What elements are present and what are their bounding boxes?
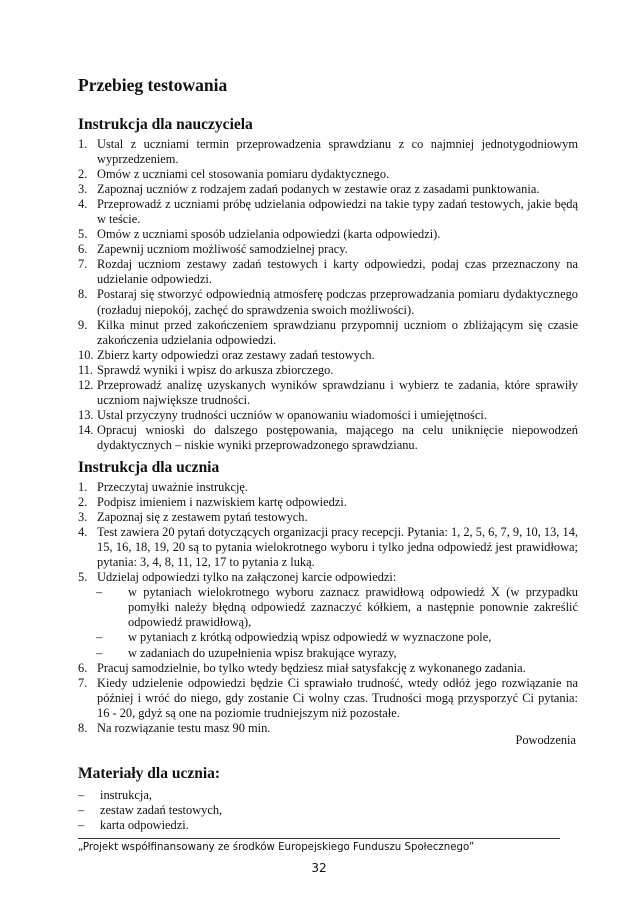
list-item: 5. Udzielaj odpowiedzi tylko na załączonej karcie odpowiedzi:	[78, 570, 397, 585]
sublist-container	[78, 585, 578, 660]
student-instructions-heading: Instrukcja dla ucznia	[78, 459, 220, 476]
list-item: 6. Zapewnij uczniom możliwość samodzielnej pracy.	[78, 242, 348, 257]
list-item: 6. Pracuj samodzielnie, bo tylko wtedy będziesz miał satysfakcję z wykonanego zadania.	[78, 660, 526, 675]
list-item: 2. Podpisz imieniem i nazwiskiem kartę odpowiedzi.	[78, 495, 347, 510]
teacher-instructions-heading: Instrukcja dla nauczyciela	[78, 116, 253, 133]
list-item: 12. Przeprowadź analizę uzyskanych wyników sprawdzianu i wybierz te zadania, które sprawiły uczniom największe trudności.	[78, 377, 578, 407]
list-item: 10. Zbierz karty odpowiedzi oraz zestawy zadań testowych.	[78, 347, 375, 362]
list-item: 3. Zapoznaj uczniów z rodzajem zadań podanych w zestawie oraz z zasadami punktowania.	[78, 182, 540, 197]
sublist-item: – w pytaniach z krótką odpowiedzią wpisz odpowiedź w wyznaczone pole,	[96, 630, 492, 645]
teacher-instructions-list	[78, 137, 578, 453]
answer-rules-sublist	[78, 585, 578, 660]
list-item: 1. Przeczytaj uważnie instrukcję.	[78, 480, 249, 494]
list-item: – karta odpowiedzi.	[78, 818, 189, 833]
list-item: 8. Postaraj się stworzyć odpowiednią atmosferę podczas przeprowadzania pomiaru dydaktycznego (rozładuj niepokój, zachęć do sprawdzenia swoich możliwości).	[78, 287, 578, 317]
list-item: – zestaw zadań testowych,	[78, 803, 223, 818]
list-item: 4. Test zawiera 20 pytań dotyczących organizacji pracy recepcji. Pytania: 1, 2, 5, 6, 7, 9, 10, 13, 14, 15, 16, 18, 19, 20 są to pytania wielokrotnego wyboru i tylko jedna odpowiedź jest prawidłowa; pytania: 3, 4, 8, 11, 12, 17 to pytania z luką.	[78, 525, 578, 570]
materials-list	[78, 788, 478, 834]
student-instructions-list	[78, 480, 578, 736]
list-item: 3. Zapoznaj się z zestawem pytań testowych.	[78, 510, 308, 525]
sublist-item: – w pytaniach wielokrotnego wyboru zaznacz prawidłową odpowiedź X (w przypadku pomyłki należy błędną odpowiedź zaznaczyć kółkiem, a następnie ponownie zakreślić odpowiedź prawidłową),	[96, 585, 578, 630]
list-item: 2. Omów z uczniami cel stosowania pomiaru dydaktycznego.	[78, 167, 390, 182]
footer-text: „Projekt współfinansowany ze środków Europejskiego Funduszu Społecznego”	[78, 842, 475, 853]
materials-heading: Materiały dla ucznia:	[78, 765, 221, 782]
closing-note: Powodzenia	[515, 733, 576, 747]
list-item: 8. Na rozwiązanie testu masz 90 min.	[78, 720, 271, 735]
list-item: 4. Przeprowadź z uczniami próbę udzielania odpowiedzi na takie typy zadań testowych, jakie będą w teście.	[78, 197, 578, 227]
page-number: 32	[311, 861, 327, 875]
list-item: 5. Omów z uczniami sposób udzielania odpowiedzi (karta odpowiedzi).	[78, 227, 441, 242]
list-item: 9. Kilka minut przed zakończeniem sprawdzianu przypomnij uczniom o zbliżającym się czasie zakończenia udzielania odpowiedzi.	[78, 317, 578, 347]
sublist-item: – w zadaniach do uzupełnienia wpisz brakujące wyrazy,	[96, 645, 397, 660]
list-item: 11. Sprawdź wyniki i wpisz do arkusza zbiorczego.	[78, 362, 334, 377]
list-item: 7. Rozdaj uczniom zestawy zadań testowych i karty odpowiedzi, podaj czas przeznaczony na udzielanie odpowiedzi.	[78, 257, 578, 287]
list-item: 13. Ustal przyczyny trudności uczniów w opanowaniu wiadomości i umiejętności.	[78, 407, 487, 422]
footer-divider	[78, 838, 560, 839]
page-title: Przebieg testowania	[78, 75, 228, 95]
list-item: 7. Kiedy udzielenie odpowiedzi będzie Ci sprawiało trudność, wtedy odłóż jego rozwiązanie na później i wróć do niego, gdy zostanie Ci wolny czas. Trudności mogą przysporzyć Ci pytania: 16 - 20, gdyż są one na poziomie trudniejszym niż pozostałe.	[78, 675, 578, 720]
list-item: 1. Ustal z uczniami termin przeprowadzenia sprawdzianu z co najmniej jednotygodniowym wyprzedzeniem.	[78, 137, 578, 167]
list-item: – instrukcja,	[78, 788, 152, 802]
list-item: 14. Opracuj wnioski do dalszego postępowania, mającego na celu uniknięcie niepowodzeń dydaktycznych – niskie wyniki przeprowadzonego sprawdzianu.	[78, 422, 578, 452]
